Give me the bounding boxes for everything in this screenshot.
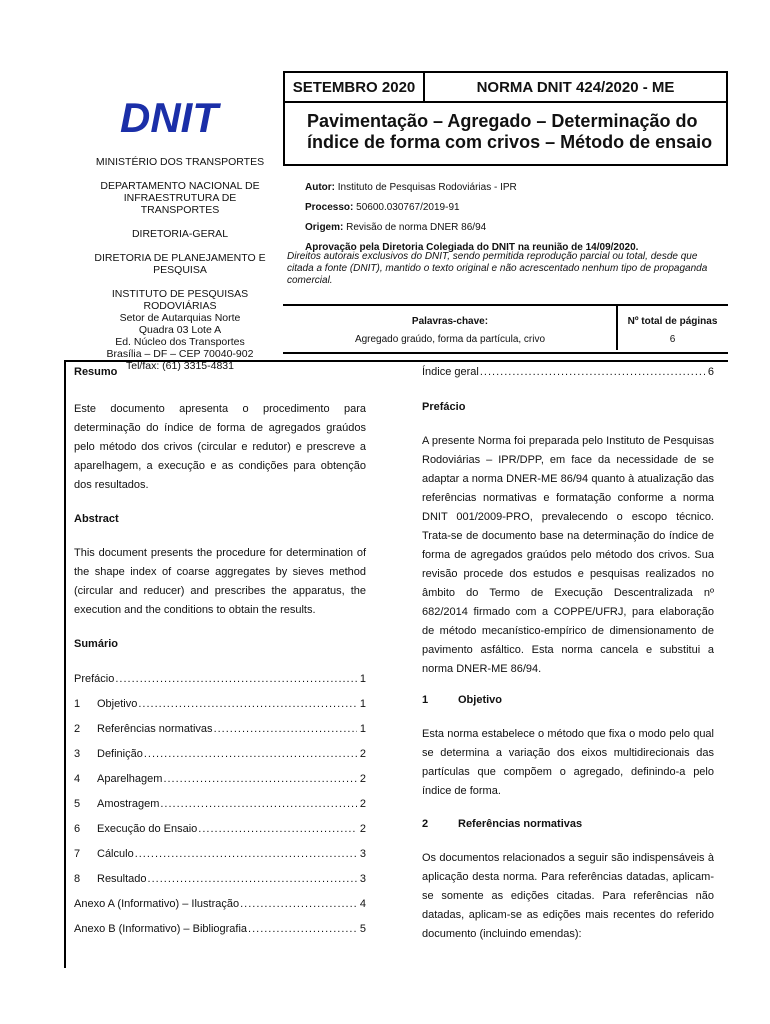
resumo-heading: Resumo bbox=[74, 366, 118, 378]
toc-leader bbox=[248, 920, 357, 939]
section-1-text: Esta norma estabelece o método que fixa o modo pelo qual se determina a variação dos eixos multidirecionais das partículas que compõem o agregado, definindo-a pelo índice de forma. bbox=[422, 728, 714, 797]
keywords-label: Palavras-chave: bbox=[411, 316, 489, 327]
section-1-heading bbox=[422, 691, 714, 710]
date-cell: SETEMBRO 2020 bbox=[283, 71, 425, 103]
toc-number: 8 bbox=[74, 873, 81, 885]
toc-label: Referências normativas bbox=[97, 723, 213, 735]
toc-row[interactable] bbox=[74, 695, 366, 720]
toc-label: Prefácio bbox=[74, 673, 115, 685]
toc-leader bbox=[160, 795, 357, 814]
author: Instituto de Pesquisas Rodoviárias - IPR bbox=[337, 182, 517, 193]
section-title: Referências normativas bbox=[458, 818, 583, 830]
toc-page: 1 bbox=[359, 698, 366, 710]
toc-page: 2 bbox=[359, 798, 366, 810]
toc-page: 1 bbox=[359, 673, 366, 685]
toc-row[interactable] bbox=[74, 670, 366, 695]
section-title: Objetivo bbox=[458, 694, 503, 706]
toc-leader bbox=[148, 870, 357, 889]
section-number: 2 bbox=[422, 818, 429, 830]
toc-label: Objetivo bbox=[97, 698, 138, 710]
body-top-rule bbox=[64, 360, 728, 362]
toc-row[interactable] bbox=[74, 920, 366, 945]
toc-number: 1 bbox=[74, 698, 81, 710]
process-label: Processo: bbox=[305, 202, 354, 213]
toc-leader bbox=[144, 745, 357, 764]
toc-number: 6 bbox=[74, 823, 81, 835]
section-2-heading bbox=[422, 815, 714, 834]
toc-label: Anexo A (Informativo) – Ilustração bbox=[74, 898, 240, 910]
toc-row[interactable] bbox=[74, 745, 366, 770]
index-page: 6 bbox=[707, 366, 714, 378]
pages-count: 6 bbox=[669, 334, 676, 345]
origin: Revisão de norma DNER 86/94 bbox=[346, 222, 487, 233]
toc-page: 2 bbox=[359, 748, 366, 760]
toc-page: 2 bbox=[359, 773, 366, 785]
address-line: Quadra 03 Lote A bbox=[138, 324, 222, 336]
toc-leader bbox=[240, 895, 357, 914]
toc-page: 4 bbox=[359, 898, 366, 910]
logo-text: DNIT bbox=[120, 96, 218, 140]
pages-label: Nº total de páginas bbox=[627, 316, 718, 327]
department: DEPARTAMENTO NACIONAL DE INFRAESTRUTURA DE TRANSPORTES bbox=[100, 180, 260, 216]
toc-row[interactable] bbox=[74, 770, 366, 795]
toc-page: 3 bbox=[359, 848, 366, 860]
toc-number: 3 bbox=[74, 748, 81, 760]
ministry: MINISTÉRIO DOS TRANSPORTES bbox=[95, 156, 265, 168]
origin-label: Origem: bbox=[305, 222, 344, 233]
resumo-text: Este documento apresenta o procedimento para determinação do índice de forma de agregados graúdos pelo método dos crivos (circular e redutor) e prescreve a aparelhagem, a execução e as condições para obtenção dos resultados. bbox=[74, 403, 366, 491]
table-of-contents bbox=[74, 670, 366, 945]
sumario-heading: Sumário bbox=[74, 638, 119, 650]
toc-leader bbox=[480, 363, 705, 382]
toc-label: Amostragem bbox=[97, 798, 160, 810]
metadata-block bbox=[305, 178, 725, 258]
right-column bbox=[422, 363, 714, 944]
directorate: DIRETORIA-GERAL bbox=[131, 228, 229, 240]
keywords-box bbox=[283, 304, 728, 354]
address-line: Tel/fax: (61) 3315-4831 bbox=[126, 360, 234, 372]
left-column bbox=[74, 363, 366, 945]
toc-row[interactable] bbox=[74, 795, 366, 820]
prefacio-text: A presente Norma foi preparada pelo Instituto de Pesquisas Rodoviárias – IPR/DPP, em face da necessidade de se adaptar a norma DNER-ME 86/94 quanto à atualização das referências normativas e formatação conforme a norma DNIT 001/2009-PRO, prevalecendo o escopo técnico. Trata-se de documento base na determinação do índice de forma de agregados graúdos pelo método dos crivos. Sua revisão procede dos estudos e pesquisas realizados no âmbito do Termo de Execução Descentralizada nº 682/2014 firmado com a COPPE/UFRJ, para elaboração de método mecanístico-empírico de dimensionamento de pavimento asfáltico. Esta norma cancela e substitui a norma DNER-ME 86/94. bbox=[422, 435, 714, 675]
document-title: Pavimentação – Agregado – Determinação do índice de forma com crivos – Método de ensaio bbox=[283, 101, 728, 166]
keywords: Agregado graúdo, forma da partícula, crivo bbox=[354, 334, 546, 345]
general-index-row[interactable] bbox=[422, 363, 714, 382]
dnit-logo bbox=[118, 96, 258, 140]
toc-leader bbox=[214, 720, 357, 739]
toc-leader bbox=[115, 670, 357, 689]
body-left-rule bbox=[64, 360, 66, 968]
planning-directorate: DIRETORIA DE PLANEJAMENTO E PESQUISA bbox=[94, 252, 266, 276]
section-2-text: Os documentos relacionados a seguir são indispensáveis à aplicação desta norma. Para referências datadas, aplicam-se somente as edições citadas. Para referências não datadas, aplicam-se as edições mais recentes do referido documento (incluindo emendas): bbox=[422, 852, 714, 940]
toc-label: Anexo B (Informativo) – Bibliografia bbox=[74, 923, 248, 935]
toc-page: 1 bbox=[359, 723, 366, 735]
toc-number: 2 bbox=[74, 723, 81, 735]
rights-notice: Direitos autorais exclusivos do DNIT, sendo permitida reprodução parcial ou total, desde que citada a fonte (DNIT), mantido o texto original e não acrescentado nenhum tipo de propaganda comercial. bbox=[287, 251, 708, 286]
toc-row[interactable] bbox=[74, 870, 366, 895]
toc-leader bbox=[163, 770, 357, 789]
toc-page: 2 bbox=[359, 823, 366, 835]
norma-cell: NORMA DNIT 424/2020 - ME bbox=[423, 71, 728, 103]
prefacio-heading: Prefácio bbox=[422, 401, 466, 413]
toc-row[interactable] bbox=[74, 845, 366, 870]
toc-label: Aparelhagem bbox=[97, 773, 163, 785]
toc-label: Cálculo bbox=[97, 848, 134, 860]
keywords-divider bbox=[616, 304, 618, 350]
address-line: Setor de Autarquias Norte bbox=[119, 312, 241, 324]
approval: Aprovação pela Diretoria Colegiada do DNIT na reunião de 14/09/2020. bbox=[305, 242, 639, 253]
toc-label: Resultado bbox=[97, 873, 147, 885]
toc-row[interactable] bbox=[74, 895, 366, 920]
toc-row[interactable] bbox=[74, 720, 366, 745]
toc-label: Definição bbox=[97, 748, 143, 760]
author-label: Autor: bbox=[305, 182, 335, 193]
section-number: 1 bbox=[422, 694, 429, 706]
toc-number: 4 bbox=[74, 773, 81, 785]
toc-page: 3 bbox=[359, 873, 366, 885]
toc-page: 5 bbox=[359, 923, 366, 935]
toc-row[interactable] bbox=[74, 820, 366, 845]
toc-leader bbox=[198, 820, 357, 839]
index-label: Índice geral bbox=[422, 366, 479, 378]
toc-number: 7 bbox=[74, 848, 81, 860]
issuer-block bbox=[84, 156, 276, 372]
abstract-text: This document presents the procedure for determination of the shape index of coarse aggregates by sieves method (circular and reducer) and prescribes the apparatus, the execution and the conditions to obtain the results. bbox=[74, 547, 366, 616]
address-line: Brasília – DF – CEP 70040-902 bbox=[106, 348, 254, 360]
abstract-heading: Abstract bbox=[74, 513, 119, 525]
process: 50600.030767/2019-91 bbox=[356, 202, 460, 213]
institute: INSTITUTO DE PESQUISAS RODOVIÁRIAS bbox=[111, 288, 249, 312]
address-line: Ed. Núcleo dos Transportes bbox=[115, 336, 245, 348]
toc-label: Execução do Ensaio bbox=[97, 823, 198, 835]
toc-number: 5 bbox=[74, 798, 81, 810]
toc-leader bbox=[138, 695, 357, 714]
toc-leader bbox=[135, 845, 357, 864]
